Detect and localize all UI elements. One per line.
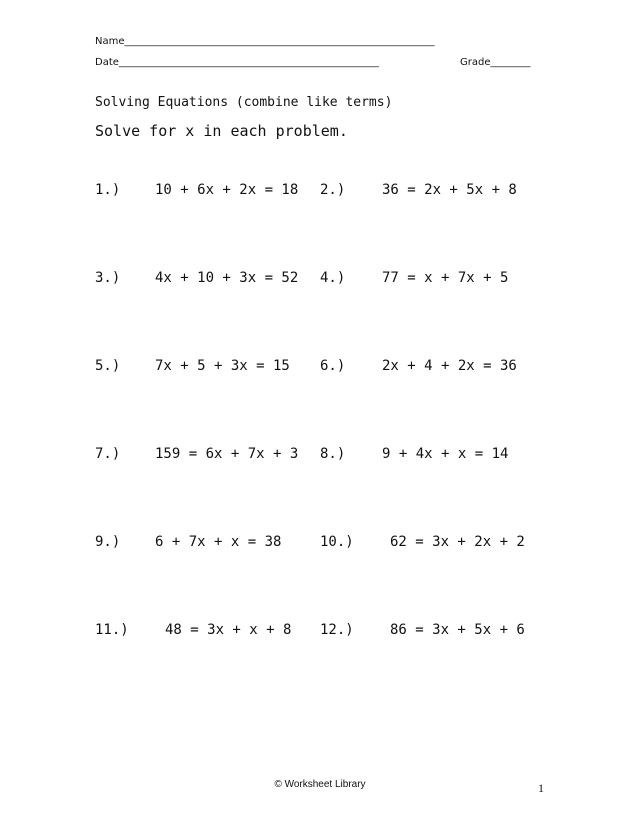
problem-number: 6.): [320, 358, 346, 374]
problem-equation: 159 = 6x + 7x + 3: [155, 446, 299, 462]
problem-number: 11.): [95, 622, 129, 638]
problem-equation: 48 = 3x + x + 8: [165, 622, 292, 638]
page-number: 1: [538, 781, 544, 795]
footer-copyright: © Worksheet Library: [274, 779, 366, 790]
problem-equation: 77 = x + 7x + 5: [382, 270, 509, 286]
worksheet-instructions: Solve for x in each problem.: [95, 122, 348, 140]
problem-equation: 10 + 6x + 2x = 18: [155, 182, 299, 198]
problem-number: 10.): [320, 534, 354, 550]
problem-number: 5.): [95, 358, 121, 374]
problem-equation: 4x + 10 + 3x = 52: [155, 270, 299, 286]
worksheet-title: Solving Equations (combine like terms): [95, 95, 393, 110]
problem-number: 4.): [320, 270, 346, 286]
name-line: Name______________________________________________________________: [95, 36, 435, 47]
problem-number: 1.): [95, 182, 121, 198]
problem-equation: 6 + 7x + x = 38: [155, 534, 282, 550]
problem-equation: 86 = 3x + 5x + 6: [390, 622, 525, 638]
problem-number: 7.): [95, 446, 121, 462]
problem-number: 2.): [320, 182, 346, 198]
problem-equation: 9 + 4x + x = 14: [382, 446, 509, 462]
grade-line: Grade________: [460, 57, 531, 68]
problem-equation: 62 = 3x + 2x + 2: [390, 534, 525, 550]
problem-number: 12.): [320, 622, 354, 638]
problem-equation: 2x + 4 + 2x = 36: [382, 358, 517, 374]
problem-equation: 36 = 2x + 5x + 8: [382, 182, 517, 198]
problem-number: 3.): [95, 270, 121, 286]
problem-equation: 7x + 5 + 3x = 15: [155, 358, 290, 374]
problem-number: 9.): [95, 534, 121, 550]
problem-number: 8.): [320, 446, 346, 462]
date-line: Date____________________________________________________: [95, 57, 379, 68]
